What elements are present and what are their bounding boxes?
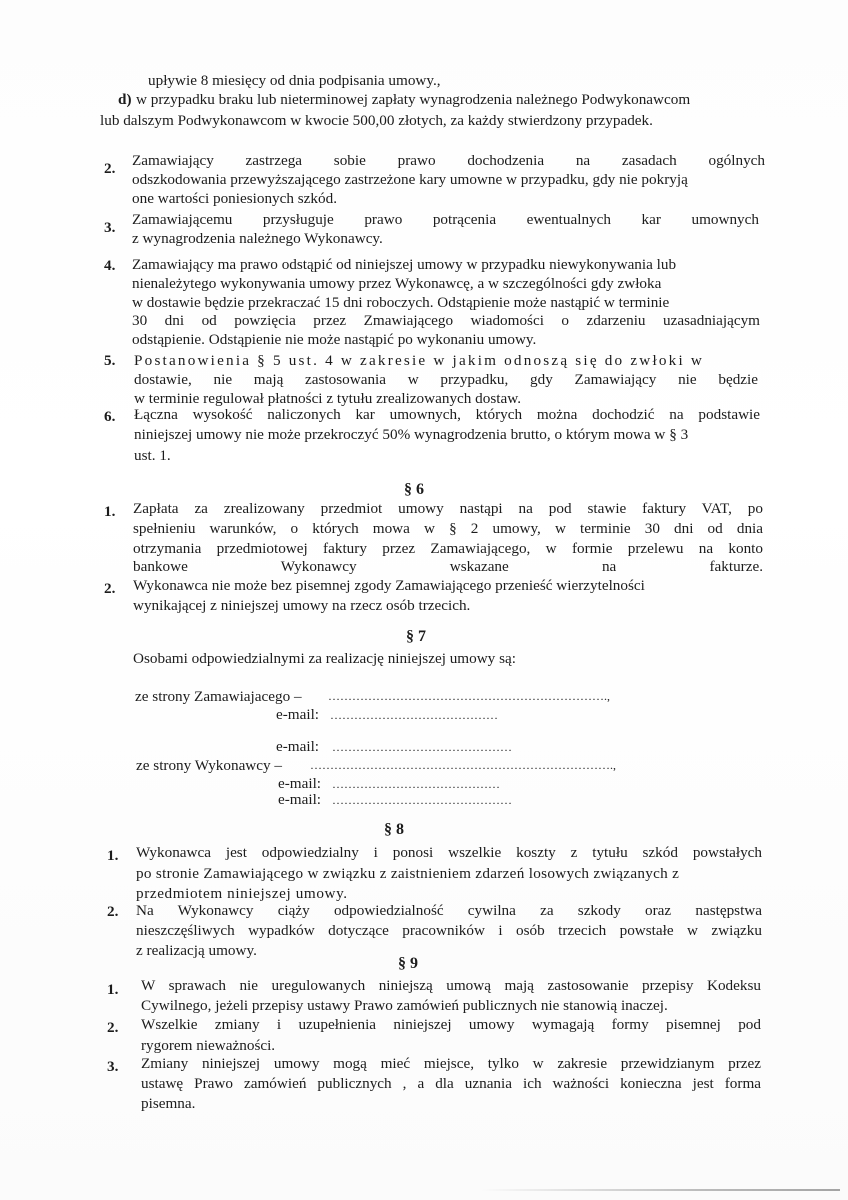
list-item-text: W sprawach nie uregulowanych niniejszą umową mają zastosowanie przepisy Kodeksu — [141, 977, 761, 994]
item-number: 4. — [104, 257, 116, 274]
list-item-text: Cywilnego, jeżeli przepisy ustawy Prawo zamówień publicznych nie stanowią inaczej. — [141, 997, 668, 1014]
list-item-text: Wszelkie zmiany i uzupełnienia niniejszej umowy wymagają formy pisemnej pod — [141, 1016, 761, 1033]
list-item-text: nieszczęśliwych wypadków dotyczące pracowników i osób trzecich powstałe w związku — [136, 922, 762, 939]
list-item-text: Zamawiający zastrzega sobie prawo dochodzenia na zasadach ogólnych — [132, 152, 765, 169]
list-item-text: ust. 1. — [134, 447, 171, 464]
list-item-text: wynikającej z niniejszej umowy na rzecz osób trzecich. — [133, 597, 471, 614]
list-item-text: Zamawiającemu przysługuje prawo potrącenia ewentualnych kar umownych — [132, 211, 759, 228]
item-number: 1. — [104, 503, 116, 520]
item-number: 2. — [104, 580, 116, 597]
list-item-text: w dostawie będzie przekraczać 15 dni roboczych. Odstąpienie może nastąpić w terminie — [132, 294, 670, 311]
list-item-text: 30 dni od powzięcia przez Zmawiającego wiadomości o zdarzeniu uzasadniającym — [132, 312, 760, 329]
item-number: 2. — [107, 903, 119, 920]
responsible-persons-intro: Osobami odpowiedzialnymi za realizację niniejszej umowy są: — [133, 650, 516, 667]
list-item-text: ustawę Prawo zamówień publicznych , a dla uznania ich ważności konieczna jest forma — [141, 1075, 761, 1092]
list-item-text: Zmiany niniejszej umowy mogą mieć miejsce, tylko w zakresie przewidzianym przez — [141, 1055, 761, 1072]
list-item-text: odstąpienie. Odstąpienie nie może nastąpić po wykonaniu umowy. — [132, 331, 537, 348]
item-number: 6. — [104, 408, 116, 425]
email-blank-field: ……………………………………… — [332, 740, 512, 754]
list-item-text: spełnieniu warunków, o których mowa w § 2 umowy, w terminie 30 dni od dnia — [133, 520, 763, 537]
list-item-text: Na Wykonawcy ciąży odpowiedzialność cywilna za szkody oraz następstwa — [136, 902, 762, 919]
list-item-text: one wartości poniesionych szkód. — [132, 190, 337, 207]
list-item-text: Wykonawca nie może bez pisemnej zgody Zamawiającego przenieść wierzytelności — [133, 577, 645, 594]
wykonawca-blank-field: …………………………………………………………………., — [310, 758, 616, 772]
email-label: e-mail: — [278, 775, 322, 792]
list-item-text: odszkodowania przewyższającego zastrzeżone kary umowne w przypadku, gdy nie pokryją — [132, 171, 688, 188]
intro-line: upływie 8 miesięcy od dnia podpisania umowy., — [148, 72, 441, 89]
zamawiajacy-label: ze strony Zamawiajacego – — [135, 688, 302, 705]
section-heading: § 7 — [406, 628, 426, 645]
item-marker: d) — [118, 91, 132, 108]
email-blank-field: …………………………………… — [330, 708, 498, 722]
item-number: 5. — [104, 352, 116, 369]
email-label: e-mail: — [278, 791, 322, 808]
email-blank-field: ……………………………………… — [332, 793, 512, 807]
list-item-text: otrzymania przedmiotowej faktury przez Zamawiającego, w formie przelewu na konto — [133, 540, 763, 557]
item-d-text: w przypadku braku lub nieterminowej zapłaty wynagrodzenia należnego Podwykonawcom — [136, 91, 691, 108]
list-item-text: niniejszej umowy nie może przekroczyć 50% wynagrodzenia brutto, o którym mowa w § 3 — [134, 426, 689, 443]
item-number: 1. — [107, 981, 119, 998]
zamawiajacy-blank-field: ……………………………………………………………., — [328, 689, 610, 703]
list-item-text: Zapłata za zrealizowany przedmiot umowy nastąpi na pod stawie faktury VAT, po — [133, 500, 763, 517]
item-number: 3. — [107, 1058, 119, 1075]
item-number: 2. — [104, 160, 116, 177]
section-heading: § 8 — [384, 821, 404, 838]
item-number: 3. — [104, 219, 116, 236]
wykonawca-label: ze strony Wykonawcy – — [136, 757, 283, 774]
email-blank-field: …………………………………… — [332, 777, 500, 791]
list-item-text: Postanowienia § 5 ust. 4 w zakresie w jakim odnoszą się do zwłoki w — [134, 352, 705, 369]
email-label: e-mail: — [276, 706, 320, 723]
email-label: e-mail: — [276, 738, 320, 755]
item-number: 2. — [107, 1019, 119, 1036]
list-item-text: rygorem nieważności. — [141, 1037, 276, 1054]
list-item-text: przedmiotem niniejszej umowy. — [136, 885, 348, 902]
list-item-text: Wykonawca jest odpowiedzialny i ponosi wszelkie koszty z tytułu szkód powstałych — [136, 844, 762, 861]
list-item-text: Zamawiający ma prawo odstąpić od niniejszej umowy w przypadku niewykonywania lub — [132, 256, 677, 273]
list-item-text: z realizacją umowy. — [136, 942, 257, 959]
section-heading: § 9 — [398, 955, 418, 972]
list-item-text: Łączna wysokość naliczonych kar umownych, których można dochodzić na podstawie — [134, 406, 760, 423]
section-heading: § 6 — [404, 481, 424, 498]
item-number: 1. — [107, 847, 119, 864]
scan-edge-shadow — [480, 1189, 840, 1191]
list-item-text: z wynagrodzenia należnego Wykonawcy. — [132, 230, 383, 247]
list-item-text: po stronie Zamawiającego w związku z zaistnieniem zdarzeń losowych związanych z — [136, 865, 680, 882]
list-item-text: nienależytego wykonywania umowy przez Wykonawcę, a w szczególności gdy zwłoka — [132, 275, 662, 292]
list-item-text: pisemna. — [141, 1095, 196, 1112]
list-item-text: w terminie regulował płatności z tytułu zrealizowanych dostaw. — [134, 390, 522, 407]
list-item-text: bankowe Wykonawcy wskazane na fakturze. — [133, 558, 763, 575]
list-item-text: dostawie, nie mają zastosowania w przypadku, gdy Zamawiający nie będzie — [134, 371, 758, 388]
item-d-text: lub dalszym Podwykonawcom w kwocie 500,00 złotych, za każdy stwierdzony przypadek. — [100, 112, 653, 129]
